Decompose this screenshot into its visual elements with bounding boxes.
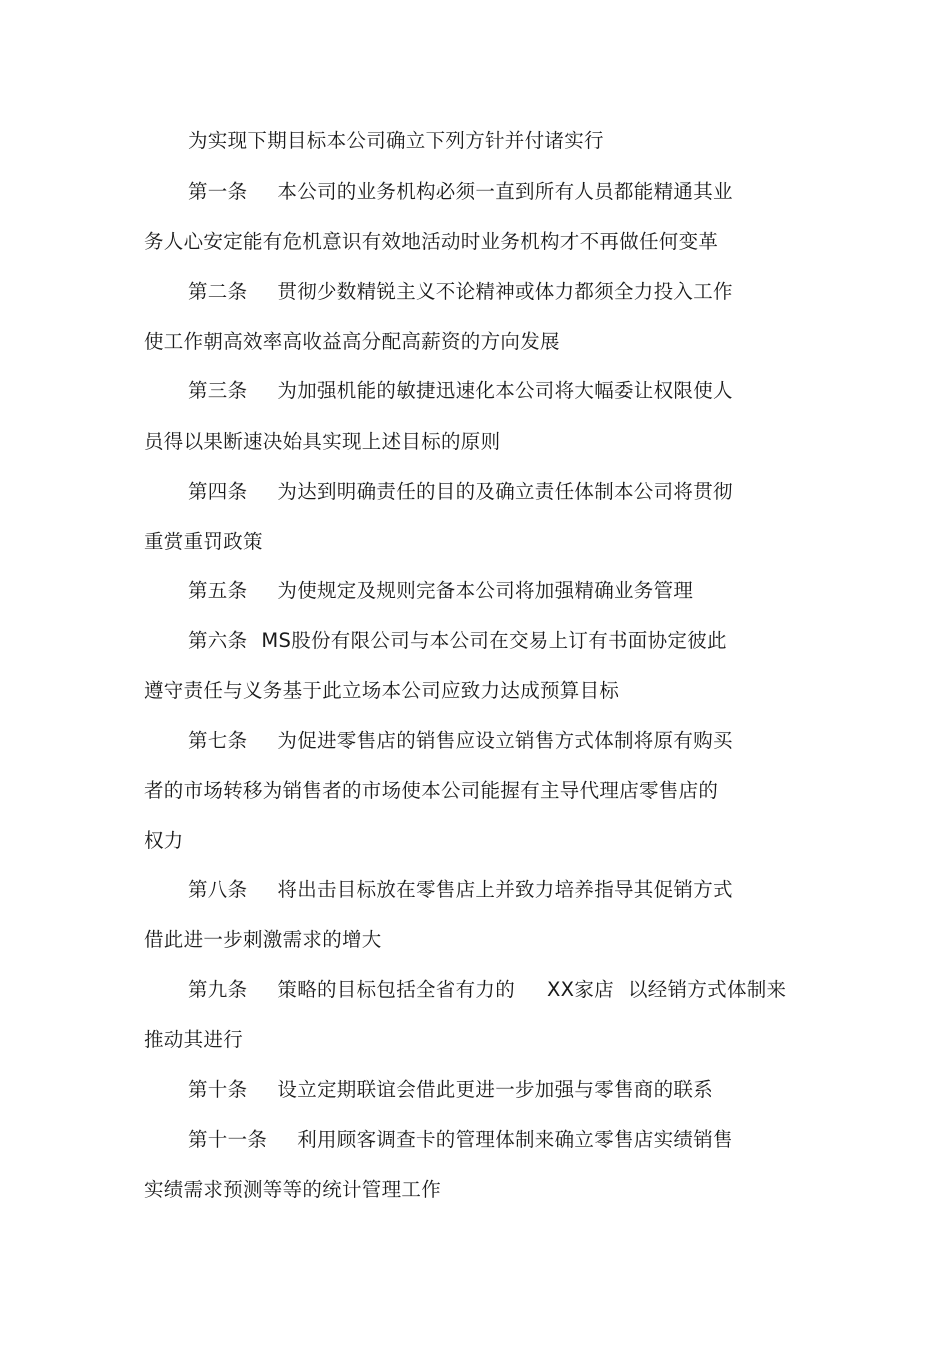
article-7-number: 第七条 — [188, 729, 248, 752]
article-3-text-2: 员得以果断速决始具实现上述目标的原则 — [144, 430, 501, 453]
article-8-text-1: 将出击目标放在零售店上并致力培养指导其促销方式 — [277, 878, 733, 901]
article-6-text-2: 遵守责任与义务基于此立场本公司应致力达成预算目标 — [144, 679, 620, 702]
article-9-text-2: 推动其进行 — [144, 1028, 244, 1051]
article-4-text-2: 重赏重罚政策 — [144, 530, 263, 553]
article-5-number: 第五条 — [188, 579, 248, 602]
article-6-text-1: MS股份有限公司与本公司在交易上订有书面协定彼此 — [261, 629, 727, 652]
article-4-line-2 — [144, 530, 263, 554]
article-11-text-2: 实绩需求预测等等的统计管理工作 — [144, 1178, 442, 1201]
article-10-line-1 — [188, 1078, 713, 1102]
article-8-line-1 — [188, 878, 733, 902]
article-11-line-2 — [144, 1178, 441, 1202]
article-1-text-1: 本公司的业务机构必须一直到所有人员都能精通其业 — [277, 180, 733, 203]
article-7-line-1 — [188, 729, 733, 753]
article-4-text-1: 为达到明确责任的目的及确立责任体制本公司将贯彻 — [277, 480, 733, 503]
article-1-text-2: 务人心安定能有危机意识有效地活动时业务机构才不再做任何变革 — [144, 230, 719, 253]
article-4-line-1 — [188, 480, 733, 504]
intro-text: 为实现下期目标本公司确立下列方针并付诸实行 — [188, 129, 604, 152]
article-1-number: 第一条 — [188, 180, 248, 203]
article-7-line-2 — [144, 779, 718, 803]
article-6-number: 第六条 — [188, 629, 248, 652]
article-5-line-1 — [188, 579, 693, 603]
article-7-line-3 — [144, 829, 184, 853]
article-6-line-1 — [188, 629, 727, 653]
article-9-text-1b: XX家店 — [547, 978, 614, 1001]
article-8-text-2: 借此进一步刺激需求的增大 — [144, 928, 382, 951]
intro-paragraph — [188, 129, 604, 153]
article-8-number: 第八条 — [188, 878, 248, 901]
article-11-line-1 — [188, 1128, 733, 1152]
article-9-text-1c: 以经销方式体制来 — [627, 978, 787, 1001]
article-2-line-2 — [144, 330, 560, 354]
article-7-text-1: 为促进零售店的销售应设立销售方式体制将原有购买 — [277, 729, 733, 752]
article-5-text-1: 为使规定及规则完备本公司将加强精确业务管理 — [277, 579, 694, 602]
article-9-line-2 — [144, 1028, 243, 1052]
article-9-text-1a: 策略的目标包括全省有力的 — [277, 978, 516, 1001]
article-9-number: 第九条 — [188, 978, 248, 1001]
article-4-number: 第四条 — [188, 480, 248, 503]
article-3-text-1: 为加强机能的敏捷迅速化本公司将大幅委让权限使人 — [277, 379, 733, 402]
article-10-number: 第十条 — [188, 1078, 248, 1101]
article-8-line-2 — [144, 928, 382, 952]
article-3-number: 第三条 — [188, 379, 248, 402]
article-7-text-3: 权力 — [144, 829, 184, 852]
article-6-line-2 — [144, 679, 619, 703]
article-3-line-1 — [188, 379, 733, 403]
article-7-text-2: 者的市场转移为销售者的市场使本公司能握有主导代理店零售店的 — [144, 779, 719, 802]
article-2-line-1 — [188, 280, 733, 304]
article-11-number: 第十一条 — [188, 1128, 268, 1151]
article-1-line-2 — [144, 230, 718, 254]
article-2-number: 第二条 — [188, 280, 248, 303]
article-2-text-1: 贯彻少数精锐主义不论精神或体力都须全力投入工作 — [277, 280, 733, 303]
article-10-text-1: 设立定期联谊会借此更进一步加强与零售商的联系 — [277, 1078, 714, 1101]
article-11-text-1: 利用顾客调查卡的管理体制来确立零售店实绩销售 — [297, 1128, 733, 1151]
article-9-line-1 — [188, 978, 786, 1002]
article-3-line-2 — [144, 430, 500, 454]
article-1-line-1 — [188, 180, 733, 204]
article-2-text-2: 使工作朝高效率高收益高分配高薪资的方向发展 — [144, 330, 560, 353]
